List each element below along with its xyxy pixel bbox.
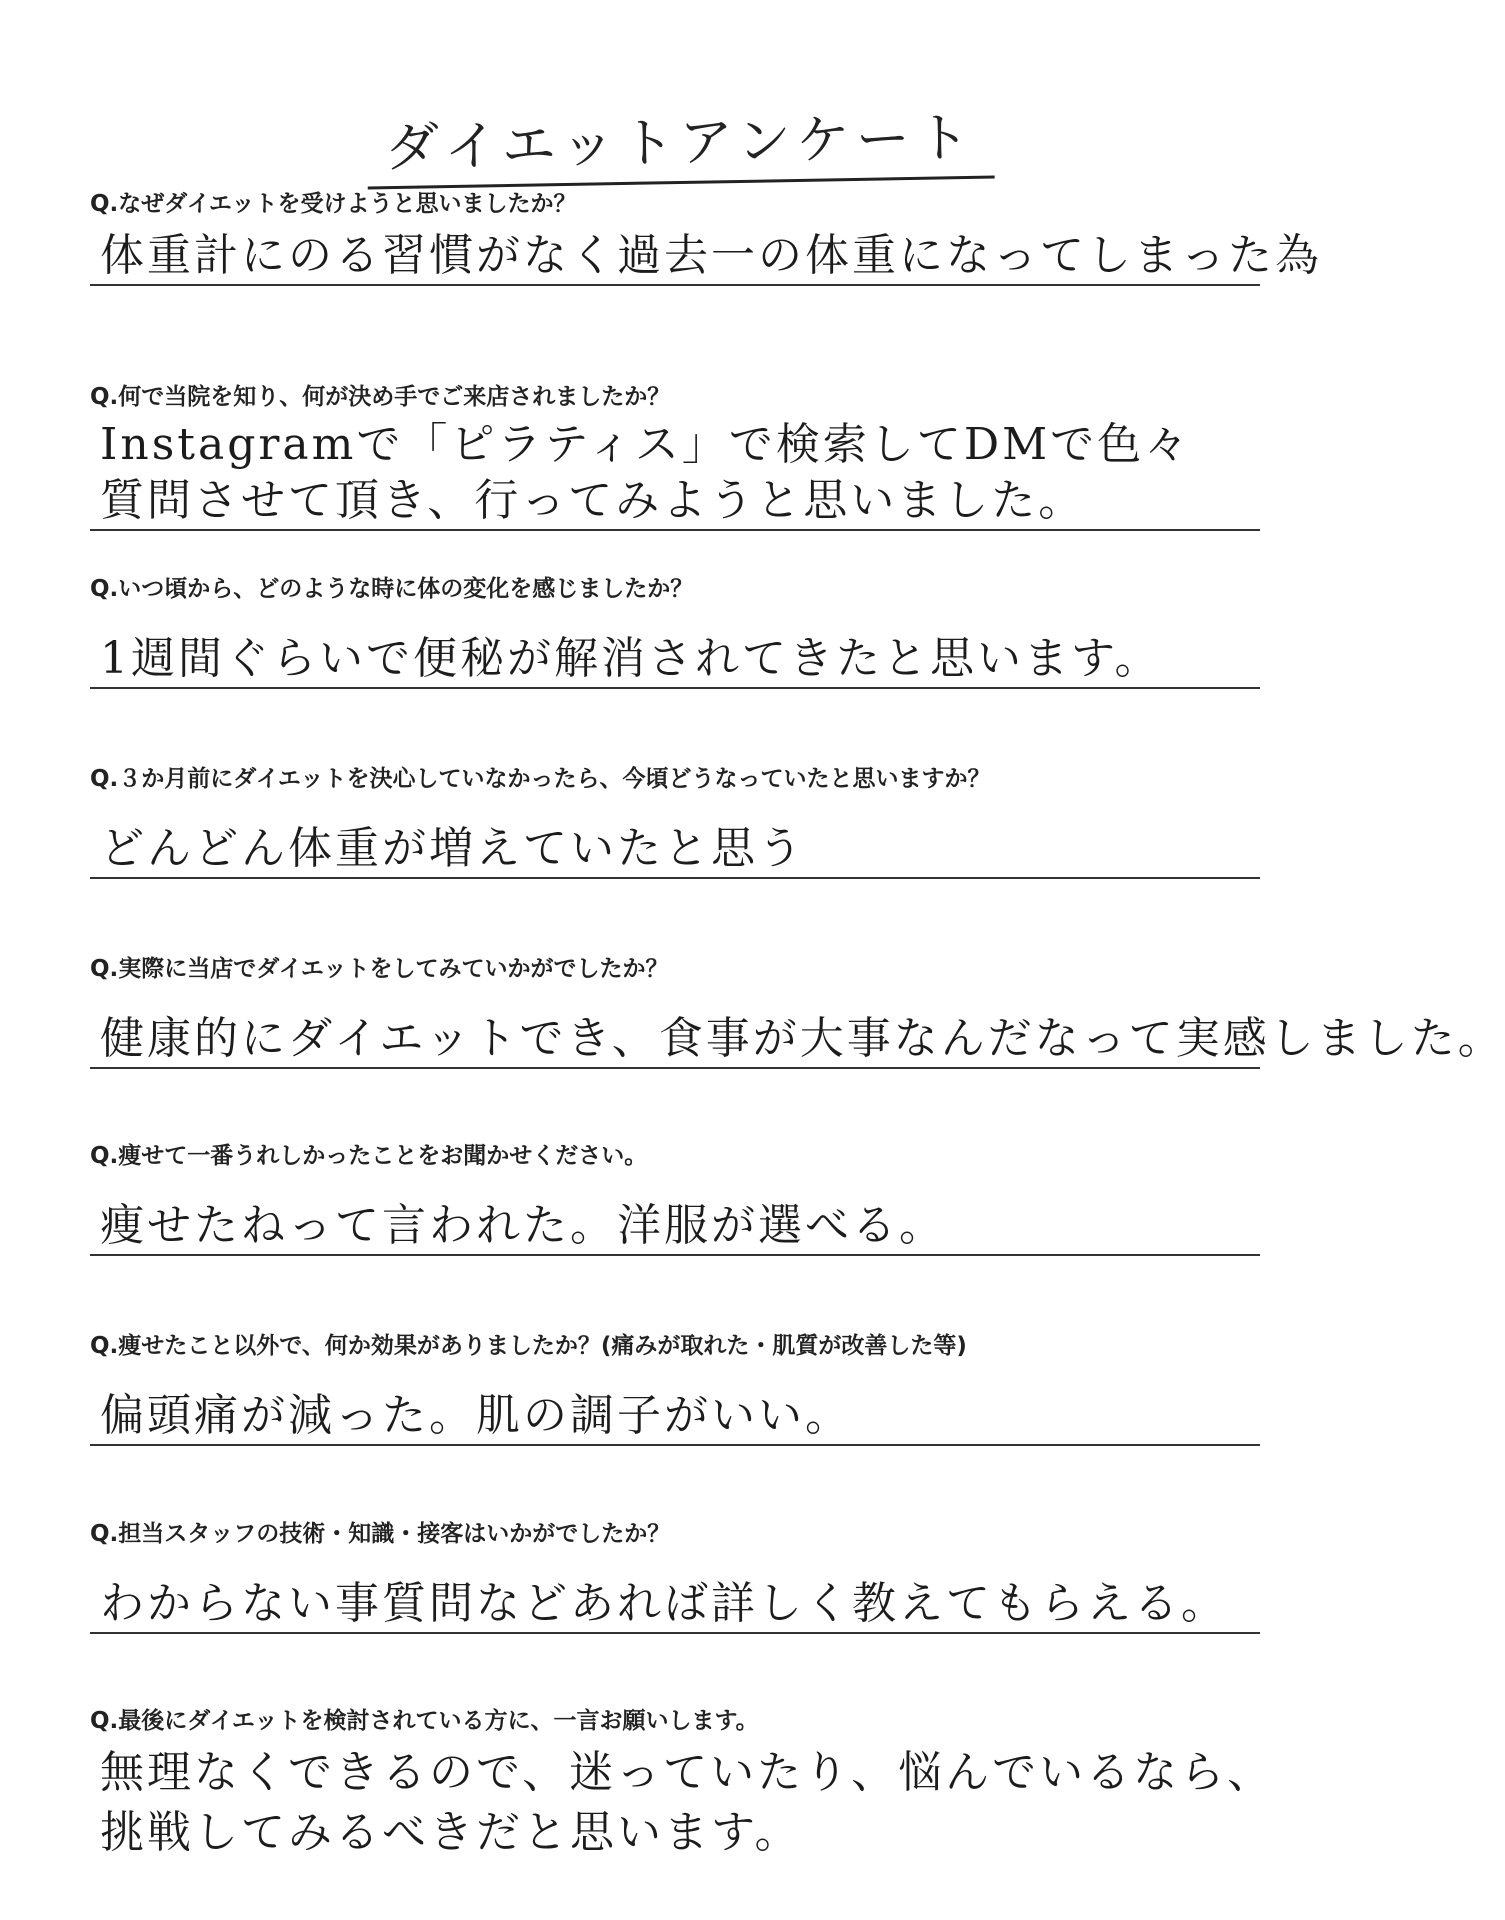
answer-line: わからない事質問などあれば詳しく教えてもらえる。	[100, 1578, 1228, 1629]
answer-line: 無理なくできるので、迷っていたり、悩んでいるなら、	[100, 1747, 1275, 1798]
answer-1	[90, 228, 1322, 286]
survey-title: ダイエットアンケート	[366, 95, 994, 190]
question-5: Q.実際に当店でダイエットをしてみていかがでしたか？	[90, 956, 669, 982]
answer-2a	[90, 417, 1260, 473]
question-7: Q.痩せたこと以外で、何か効果がありましたか？(痛みが取れた・肌質が改善した等)	[90, 1333, 967, 1359]
answer-line: Instagramで「ピラティス」で検索してDMで色々	[100, 419, 1192, 470]
answer-8	[90, 1576, 1260, 1634]
question-8: Q.担当スタッフの技術・知識・接客はいかがでしたか？	[90, 1521, 671, 1547]
answer-5	[90, 1011, 1505, 1069]
answer-2b	[90, 473, 1260, 531]
question-9: Q.最後にダイエットを検討されている方に、一言お願いします。	[90, 1708, 759, 1734]
answer-3	[90, 631, 1260, 689]
answer-line: 偏頭痛が減った。肌の調子がいい。	[100, 1390, 852, 1441]
answer-9a	[90, 1745, 1275, 1801]
answer-line: 1週間ぐらいで便秘が解消されてきたと思います。	[100, 633, 1162, 684]
answer-line: どんどん体重が増えていたと思う	[100, 823, 805, 874]
qa-item-5	[90, 950, 1505, 1069]
answer-line: 体重計にのる習慣がなく過去一の体重になってしまった為	[100, 230, 1322, 281]
question-3: Q.いつ頃から、どのような時に体の変化を感じましたか？	[90, 576, 694, 602]
answer-line: 挑戦してみるべきだと思います。	[100, 1807, 802, 1858]
qa-item-6	[90, 1137, 1260, 1256]
question-1: Q.なぜダイエットを受けようと思いましたか？	[90, 191, 577, 217]
question-2: Q.何で当院を知り、何が決め手でご来店されましたか？	[90, 384, 671, 410]
qa-item-1	[90, 185, 1322, 286]
qa-item-9	[90, 1702, 1275, 1861]
answer-9b	[90, 1805, 1260, 1861]
question-6: Q.痩せて一番うれしかったことをお聞かせください。	[90, 1143, 648, 1169]
answer-7	[90, 1388, 1260, 1446]
answer-line: 質問させて頂き、行ってみようと思いました。	[100, 475, 1086, 526]
qa-item-2	[90, 378, 1260, 531]
answer-4	[90, 821, 1260, 879]
title-wrap	[0, 100, 1360, 184]
question-4: Q.３か月前にダイエットを決心していなかったら、今頃どうなっていたと思いますか？	[90, 766, 991, 792]
qa-item-3	[90, 570, 1260, 689]
qa-item-7	[90, 1327, 1260, 1446]
qa-item-4	[90, 760, 1260, 879]
qa-item-8	[90, 1515, 1260, 1634]
answer-6	[90, 1198, 1260, 1256]
answer-line: 健康的にダイエットでき、食事が大事なんだなって実感しました。	[100, 1013, 1505, 1064]
answer-line: 痩せたねって言われた。洋服が選べる。	[100, 1200, 946, 1251]
